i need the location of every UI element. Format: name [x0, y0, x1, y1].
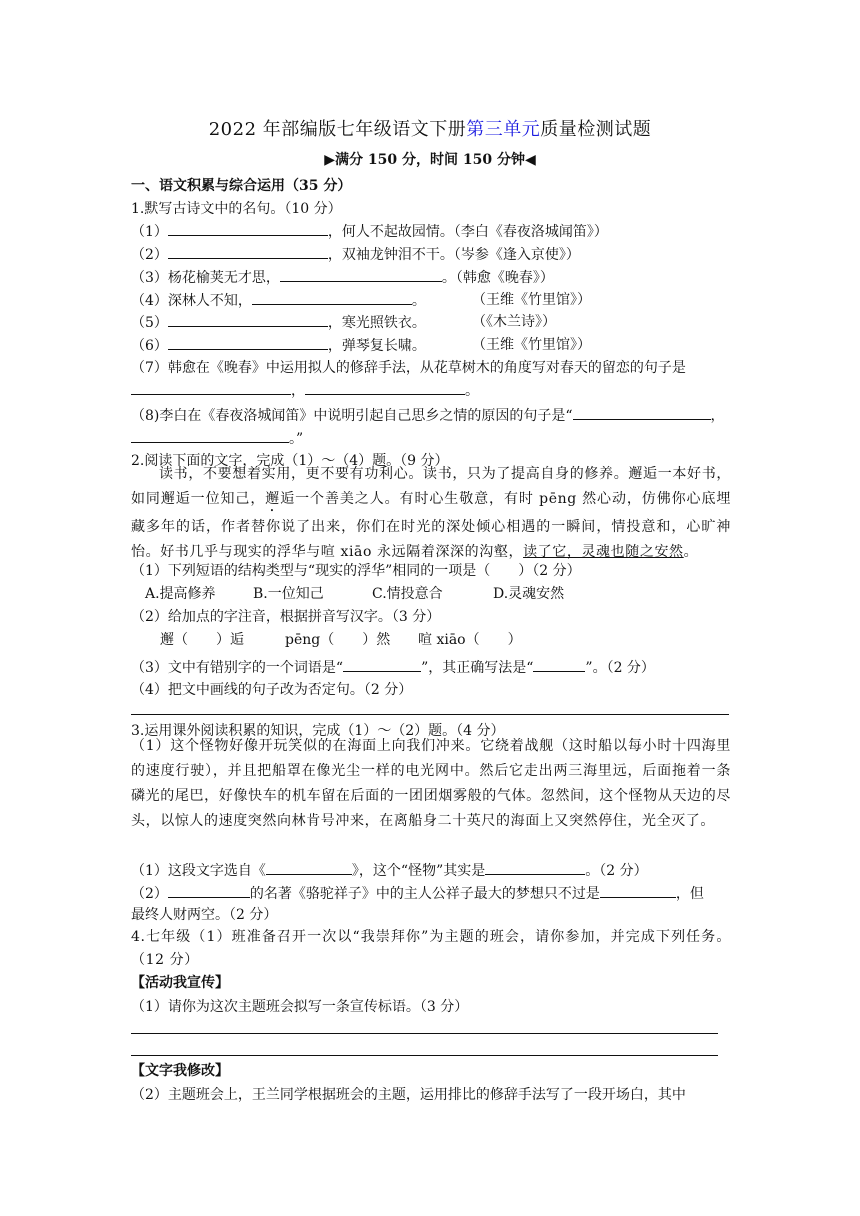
title-text: 2022 年部编版七年级语文下册 [208, 119, 467, 140]
item-text: ，何人不起故园情。（李白《春夜洛城闻笛》） [327, 224, 608, 240]
item-number: （6） [131, 338, 168, 354]
title-highlight: 第三单元 [466, 119, 541, 140]
underlined-sentence: 读了它，灵魂也随之安然 [523, 544, 684, 560]
q4-task-1: （1）请你为这次主题班会拟写一条宣传标语。（3 分） [131, 999, 469, 1015]
q1-line-3 [131, 267, 554, 288]
answer-blank[interactable] [573, 405, 711, 420]
passage-text: 读书，不要想着实用，更不要有功利心。读书，只为了提高自身的修养。邂逅一本好书，如同邂逅一位知己， [131, 466, 731, 507]
answer-blank[interactable] [168, 221, 328, 236]
item-text: ”，其正确写法是“ [421, 660, 534, 676]
item-text: （8)李白在《春夜洛城闻笛》中说明引起自己思乡之情的原因的句子是“ [131, 408, 573, 424]
activity-heading: 【活动我宣传】 [131, 975, 229, 991]
answer-blank[interactable] [533, 657, 585, 672]
item-number: （2） [131, 886, 168, 902]
item-text: 》，这个“怪物”其实是 [351, 863, 486, 879]
q1-line-2 [131, 244, 580, 265]
question-4-stem: 4.七年级（1）班准备召开一次以“我崇拜你”为主题的班会，请你参加，并完成下列任务。（12 分） [131, 929, 731, 968]
item-text: ，双袖龙钟泪不干。（岑参《逢入京使》） [327, 247, 580, 263]
pinyin-item-1: 邂（ ）逅 [160, 632, 244, 648]
q1-line-4-source: （王维《竹里馆》） [472, 292, 591, 308]
answer-blank[interactable] [485, 860, 585, 875]
item-text: （4）深林人不知， [131, 293, 252, 309]
item-text: ，寒光照铁衣。 [327, 315, 426, 331]
question-2-stem: 2.阅读下面的文字，完成（1）～（4）题。（9 分） [131, 453, 449, 469]
option-b: B.一位知己 [253, 586, 324, 602]
answer-line[interactable] [131, 714, 729, 715]
answer-blank[interactable] [168, 312, 328, 327]
q1-line-7-answer [131, 380, 479, 401]
answer-line[interactable] [131, 1033, 718, 1034]
answer-blank[interactable] [266, 860, 352, 875]
item-text: ， [710, 408, 725, 424]
option-c: C.情投意合 [372, 586, 443, 602]
item-number: （2） [131, 247, 168, 263]
reading-passage: （1）这个怪物好像开玩笑似的在海面上向我们冲来。它绕着战舰（这时船以每小时十四海里的速度行驶），并且把船罩在像光尘一样的电光网中。然后它走出两三海里远，后面拖着一条磷光的尾巴，好像快车的机车留在后面的一团团烟雾般的气体。忽然间，这个怪物从天边的尽头，以惊人的速度突然向林肯号冲来，在离船身二十英尺的海面上又突然停住，光全灭了。 [131, 738, 731, 829]
activity-heading: 【文字我修改】 [131, 1063, 229, 1079]
item-text: 。 [411, 293, 426, 309]
answer-blank[interactable] [131, 380, 291, 395]
pinyin-item-3: 喧 xiāo（ ） [418, 632, 522, 648]
q1-line-5-source: （《木兰诗》） [472, 314, 556, 330]
q2-sub-4: （4）把文中画线的句子改为否定句。（2 分） [131, 682, 413, 698]
pinyin-item-2: pēng（ ）然 [285, 632, 391, 648]
q1-line-6 [131, 335, 426, 356]
answer-blank[interactable] [131, 428, 289, 443]
passage-text: 逅一个善美之人。有时心生敬意，有时 pēng 然心动，仿佛你心底埋藏多年的话，作者替你说了出来，你们在时光的深处倾心相遇的一瞬间，情投意和，心旷神怡。好书几乎与现实的浮华与喧 xiāo 永远隔着深深的沟壑， [131, 491, 731, 560]
item-text: （3）文中有错别字的一个词语是“ [131, 660, 344, 676]
q2-sub-1: （1）下列短语的结构类型与“现实的浮华”相同的一项是（ ）（2 分） [131, 563, 581, 579]
answer-blank[interactable] [252, 290, 412, 305]
q1-line-8-answer [131, 428, 303, 449]
q3-sub-2-cont: 最终人财两空。（2 分） [131, 907, 278, 923]
q2-sub-2: （2）给加点的字注音，根据拼音写汉字。（3 分） [131, 609, 441, 625]
q1-line-7: （7）韩愈在《晚春》中运用拟人的修辞手法，从花草树木的角度写对春天的留恋的句子是 [131, 360, 686, 376]
q1-line-5 [131, 312, 426, 333]
item-text: ，但 [675, 886, 704, 902]
answer-line[interactable] [131, 1055, 718, 1056]
q1-line-8 [131, 405, 725, 426]
reading-passage [131, 462, 731, 565]
page-title [0, 118, 860, 142]
q1-line-6-source: （王维《竹里馆》） [472, 337, 591, 353]
item-text: 。 [465, 383, 479, 399]
exam-info: ▶满分 150 分，时间 150 分钟◀ [324, 152, 536, 168]
dotted-char: 邂 [265, 491, 281, 507]
item-text: 。” [289, 431, 304, 447]
answer-blank[interactable] [168, 244, 328, 259]
option-a: A.提高修养 [145, 586, 216, 602]
answer-blank[interactable] [168, 883, 250, 898]
q1-line-4 [131, 290, 426, 311]
option-d: D.灵魂安然 [493, 586, 565, 602]
item-text: （1）这段文字选自《 [131, 863, 266, 879]
question-1-stem: 1.默写古诗文中的名句。（10 分） [131, 201, 342, 217]
answer-blank[interactable] [280, 267, 442, 282]
item-text: （3）杨花榆荚无才思， [131, 270, 280, 286]
question-3-stem: 3.运用课外阅读积累的知识，完成（1）～（2）题。（4 分） [131, 723, 505, 739]
q1-line-1 [131, 221, 608, 242]
answer-blank[interactable] [305, 380, 465, 395]
answer-blank[interactable] [600, 883, 676, 898]
q2-sub-3 [131, 657, 655, 678]
item-number: （5） [131, 315, 168, 331]
item-text: 的名著《骆驼祥子》中的主人公祥子最大的梦想只不过是 [249, 886, 600, 902]
item-text: ”。（2 分） [585, 660, 655, 676]
section-heading: 一、语文积累与综合运用（35 分） [131, 178, 352, 194]
answer-blank[interactable] [343, 657, 421, 672]
item-text: 。（2 分） [585, 863, 648, 879]
title-text-end: 质量检测试题 [540, 119, 652, 140]
item-text: ， [291, 383, 305, 399]
q3-sub-1 [131, 860, 648, 881]
item-text: ，弹琴复长啸。 [327, 338, 426, 354]
answer-blank[interactable] [168, 335, 328, 350]
passage-text: 。 [683, 544, 699, 560]
q4-task-2: （2）主题班会上，王兰同学根据班会的主题，运用排比的修辞手法写了一段开场白，其中 [131, 1087, 686, 1103]
item-text: 。（韩愈《晚春》） [441, 270, 554, 286]
q3-sub-2 [131, 883, 704, 904]
item-number: （1） [131, 224, 168, 240]
